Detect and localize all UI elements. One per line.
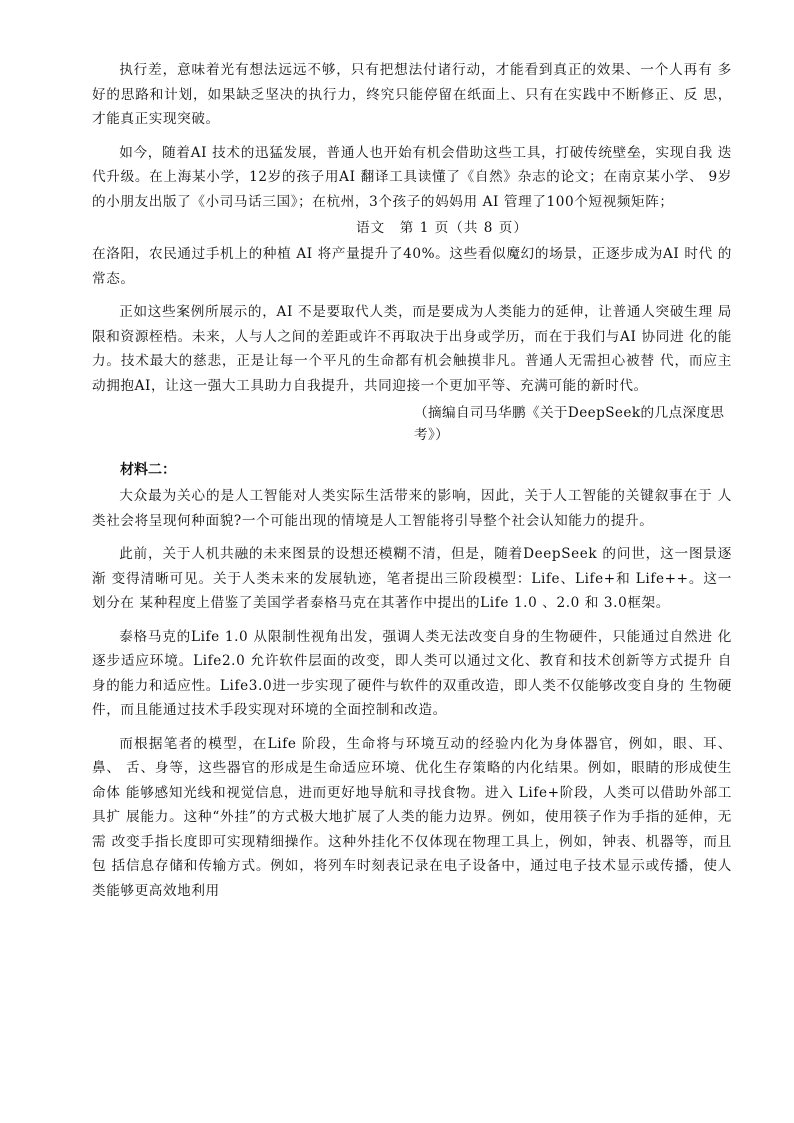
page-footer: 语文 第 1 页（共 8 页） (356, 220, 528, 236)
paragraph-tegmark-life: 泰格马克的Life 1.0 从限制性视角出发，强调人类无法改变自身的生物硬件，只能通过自然进 化逐步适应环境。Life2.0 允许软件层面的改变，即人类可以通过文化、教育和技术创新等方式提升 自身的能力和适应性。Life3.0进一步实现了硬件与软件的双重改造，即人类不仅能够改变自身的 生物硬件，而且能通过技术手段实现对环境的全面控制和改造。 (92, 628, 732, 718)
section-heading: 材料二： (120, 462, 176, 478)
paragraph-three-stage-model: 此前，关于人机共融的未来图景的设想还模糊不清，但是，随着DeepSeek 的问世，这一图景逐渐 变得清晰可见。关于人类未来的发展轨迹，笔者提出三阶段模型：Life、Life+和 Life++。这一划分在 某种程度上借鉴了美国学者泰格马克在其著作中提出的Life 1.0 、2.0 和 3.0框架。 (92, 546, 732, 611)
paragraph-ai-extension: 正如这些案例所展示的，AI 不是要取代人类，而是要成为人类能力的延伸，让普通人突破生理 局限和资源桎梏。未来，人与人之间的差距或许不再取决于出身或学历，而在于我们与AI 协同进 化的能力。技术最大的慈悲，正是让每一个平凡的生命都有机会触摸非凡。普通人无需担心被替 代，而应主动拥抱AI，让这一强大工具助力自我提升，共同迎接一个更加平等、充满可能的新时代。 (92, 304, 732, 394)
paragraph-continued: 在洛阳，农民通过手机上的种植 AI 将产量提升了40%。这些看似魔幻的场景，正逐步成为AI 时代 的常态。 (92, 246, 732, 287)
paragraph-author-model: 而根据笔者的模型，在Life 阶段，生命将与环境互动的经验内化为身体器官，例如，眼、耳、鼻、 舌、身等，这些器官的形成是生命适应环境、优化生存策略的内化结果。例如，眼睛的形成使生命体 能够感知光线和视觉信息，进而更好地导航和寻找食物。进入 Life+阶段，人类可以借助外部工具扩 展能力。这种“外挂”的方式极大地扩展了人类的能力边界。例如，使用筷子作为手指的延伸，无需 改变手指长度即可实现精细操作。这种外挂化不仅体现在物理工具上，例如，钟表、机器等，而且包 括信息存储和传输方式。例如，将列车时刻表记录在电子设备中，通过电子技术显示或传播，使人 类能够更高效地利用 (92, 735, 732, 899)
document-page (92, 58, 732, 903)
paragraph-public-concern: 大众最为关心的是人工智能对人类实际生活带来的影响，因此，关于人工智能的关键叙事在于 人类社会将呈现何种面貌?一个可能出现的情境是人工智能将引导整个社会认知能力的提升。 (92, 488, 732, 529)
paragraph-execution: 执行差，意味着光有想法远远不够，只有把想法付诸行动，才能看到真正的效果、一个人再有 多好的思路和计划，如果缺乏坚决的执行力，终究只能停留在纸面上、只有在实践中不断修正、反 思，才能真正实现突破。 (92, 62, 732, 127)
paragraph-ai-examples: 如今，随着AI 技术的迅猛发展，普通人也开始有机会借助这些工具，打破传统壁垒，实现自我 迭代升级。在上海某小学，12岁的孩子用AI 翻译工具读懂了《自然》杂志的论文；在南京某小学、 9岁的小朋友出版了《小司马话三国》；在杭州，3个孩子的妈妈用 AI 管理了100个短视频矩阵； (92, 144, 732, 210)
source-citation: （摘编自司马华鹏《关于DeepSeek的几点深度思考》） (414, 405, 725, 443)
